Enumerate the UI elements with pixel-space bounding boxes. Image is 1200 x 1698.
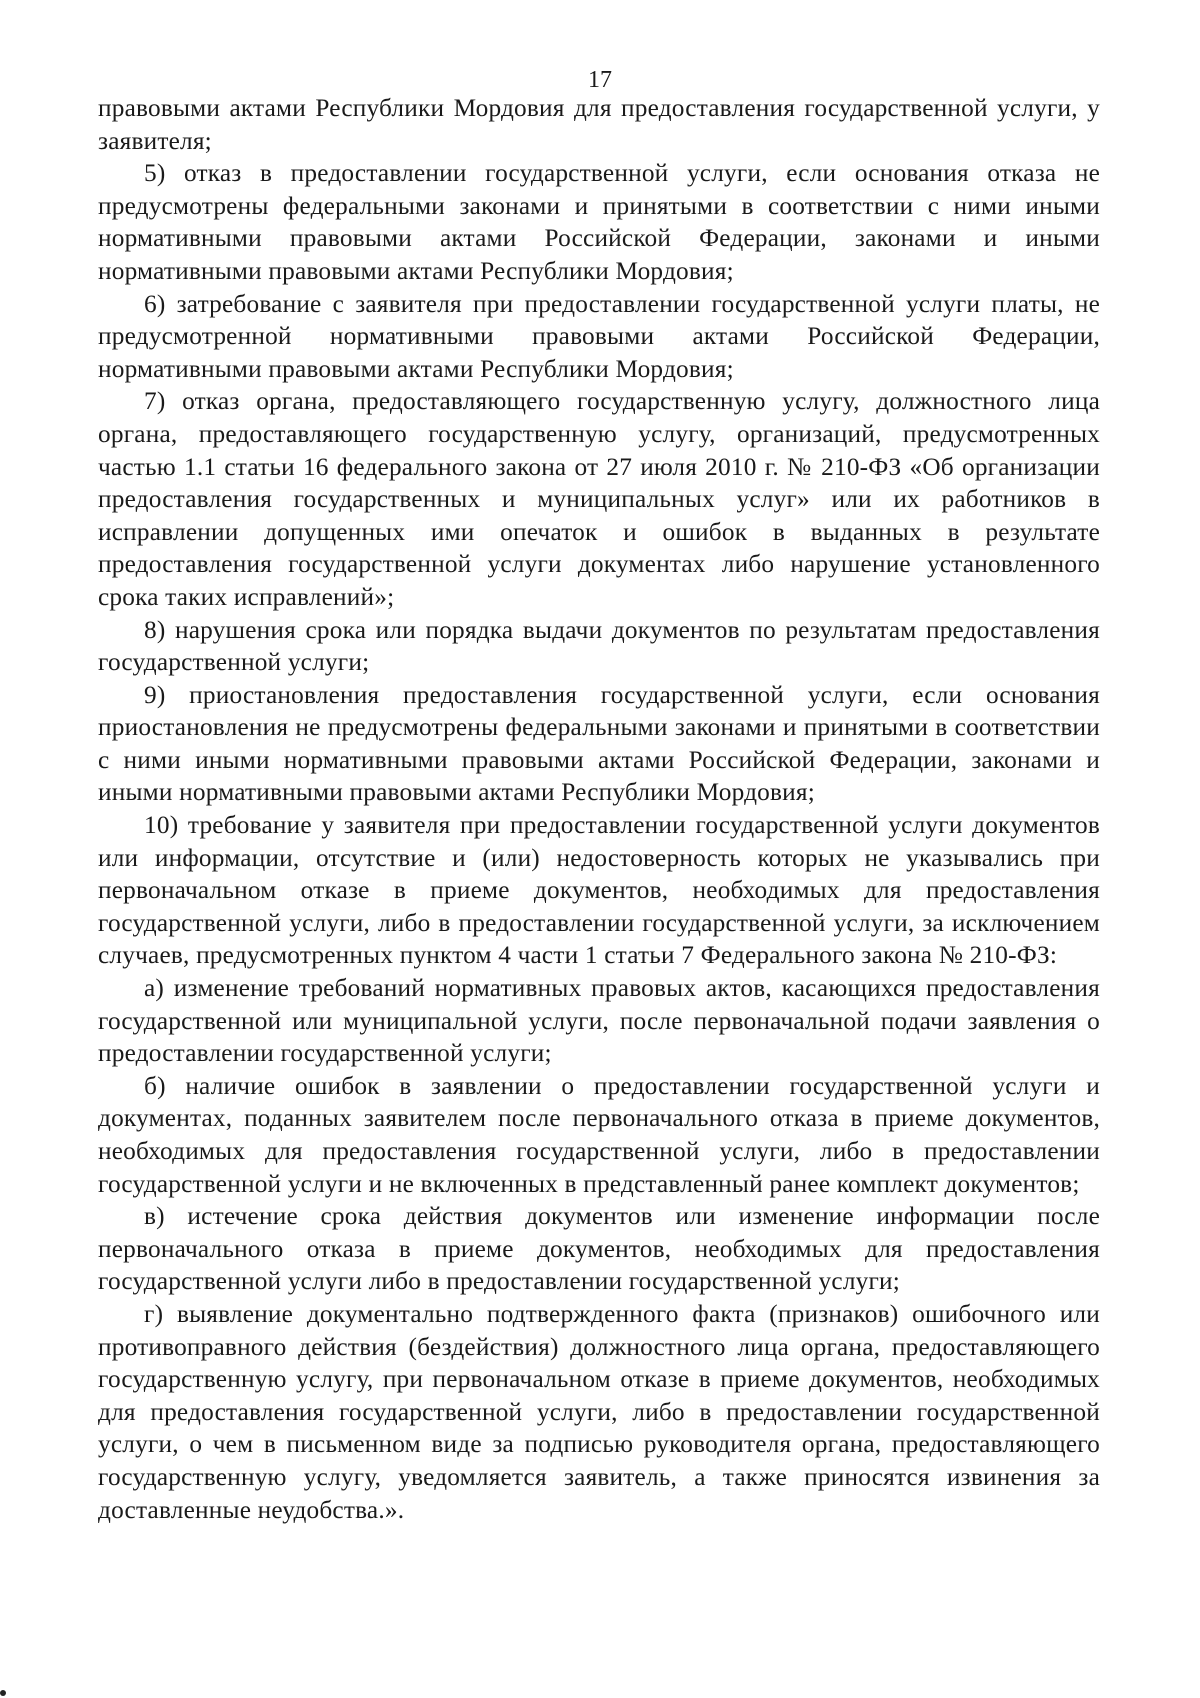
page-number: 17 <box>588 67 612 93</box>
subparagraph-g: г) выявление документально подтвержденного факта (признаков) ошибочного или противоправного действия (бездействия) должностного лица органа, предоставляющего государственную услугу, при первоначальном отказе в приеме документов, необходимых для предоставления государственной услуги, либо в предоставлении государственной услуги, о чем в письменном виде за подписью руководителя органа, предоставляющего государственную услугу, уведомляется заявитель, а также приносятся извинения за доставленные неудобства.». <box>98 1299 1100 1524</box>
paragraph-continuation: правовыми актами Республики Мордовия для предоставления государственной услуги, у заявителя; <box>98 94 1100 155</box>
document-body <box>98 92 1100 1526</box>
paragraph-item-10: 10) требование у заявителя при предоставлении государственной услуги документов или информации, отсутствие и (или) недостоверность которых не указывались при первоначальном отказе в приеме документов, необходимых для предоставления государственной услуги, либо в предоставлении государственной услуги, за исключением случаев, предусмотренных пунктом 4 части 1 статьи 7 Федерального закона № 210-ФЗ: <box>98 811 1100 970</box>
scan-artifact <box>0 1690 6 1696</box>
subparagraph-a: а) изменение требований нормативных правовых актов, касающихся предоставления государственной или муниципальной услуги, после первоначальной подачи заявления о предоставлении государственной услуги; <box>98 974 1100 1068</box>
paragraph-item-7: 7) отказ органа, предоставляющего государственную услугу, должностного лица органа, предоставляющего государственную услугу, организаций, предусмотренных частью 1.1 статьи 16 федерального закона от 27 июля 2010 г. № 210-ФЗ «Об организации предоставления государственных и муниципальных услуг» или их работников в исправлении допущенных ими опечаток и ошибок в выданных в результате предоставления государственной услуги документах либо нарушение установленного срока таких исправлений»; <box>98 387 1100 611</box>
paragraph-item-8: 8) нарушения срока или порядка выдачи документов по результатам предоставления государственной услуги; <box>98 615 1100 677</box>
paragraph-item-6: 6) затребование с заявителя при предоставлении государственной услуги платы, не предусмотренной нормативными правовыми актами Российской Федерации, нормативными правовыми актами Республики Мордовия; <box>98 289 1100 383</box>
paragraph-item-5: 5) отказ в предоставлении государственной услуги, если основания отказа не предусмотрены федеральными законами и принятыми в соответствии с ними иными нормативными правовыми актами Российской Федерации, законами и иными нормативными правовыми актами Республики Мордовия; <box>98 159 1100 285</box>
subparagraph-v: в) истечение срока действия документов или изменение информации после первоначального отказа в приеме документов, необходимых для предоставления государственной услуги либо в предоставлении государственной услуги; <box>98 1202 1100 1296</box>
subparagraph-b: б) наличие ошибок в заявлении о предоставлении государственной услуги и документах, поданных заявителем после первоначального отказа в приеме документов, необходимых для предоставления государственной услуги, либо в предоставлении государственной услуги и не включенных в представленный ранее комплект документов; <box>98 1071 1100 1198</box>
paragraph-item-9: 9) приостановления предоставления государственной услуги, если основания приостановления не предусмотрены федеральными законами и принятыми в соответствии с ними иными нормативными правовыми актами Российской Федерации, законами и иными нормативными правовыми актами Республики Мордовия; <box>98 680 1100 807</box>
